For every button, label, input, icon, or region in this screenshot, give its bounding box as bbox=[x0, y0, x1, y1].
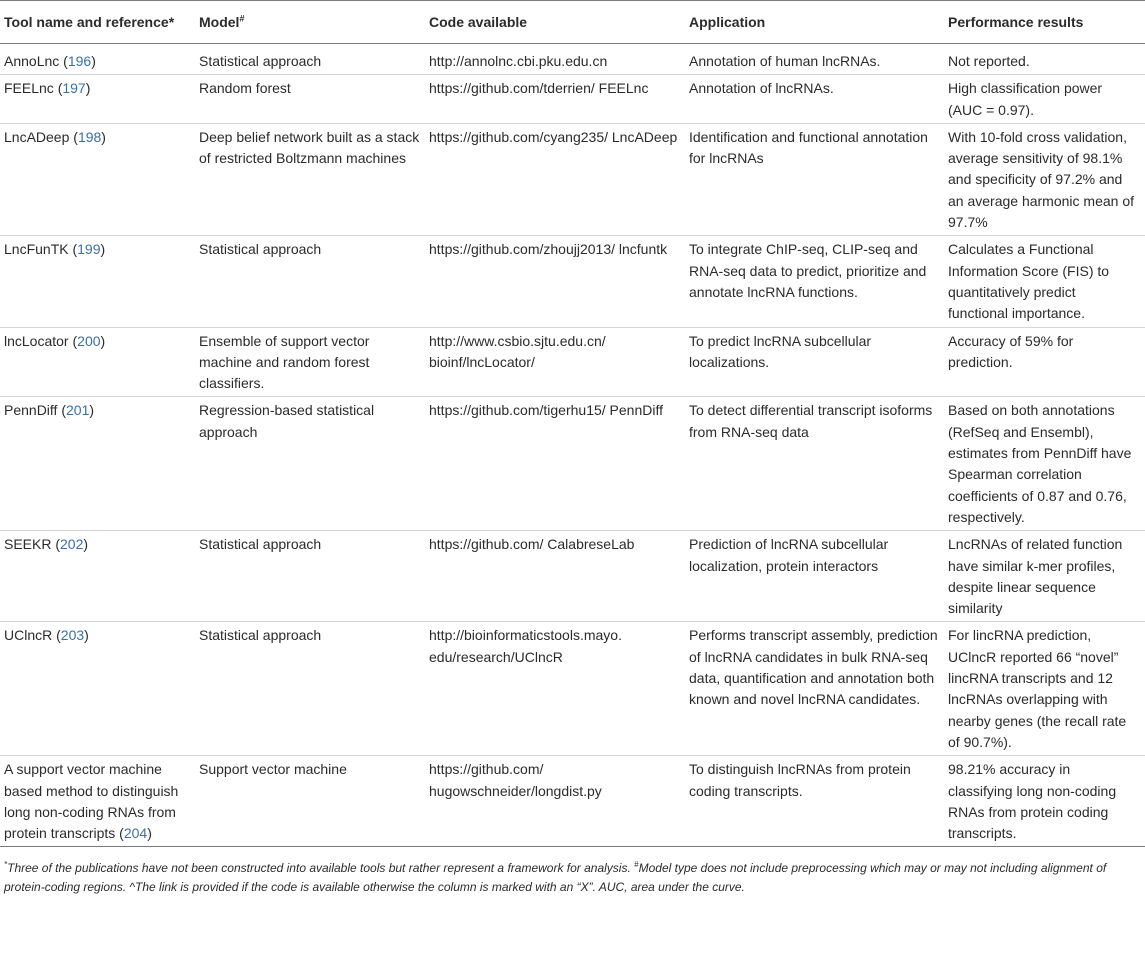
cell-code: https://github.com/zhoujj2013/ lncfuntk bbox=[429, 241, 668, 258]
table-row bbox=[0, 44, 1145, 75]
cell-tool: FEELnc (197) bbox=[4, 80, 91, 97]
cell-tool: A support vector machine based method to distinguish long non-coding RNAs from protein transcripts (204) bbox=[4, 761, 179, 842]
cell-tool: LncFunTK (199) bbox=[4, 241, 106, 258]
reference-link[interactable]: 199 bbox=[77, 241, 101, 258]
cell-performance: With 10-fold cross validation, average sensitivity of 98.1% and specificity of 97.2% and an average harmonic mean of 97.7% bbox=[948, 128, 1134, 231]
cell-model: Statistical approach bbox=[199, 241, 322, 258]
cell-model: Random forest bbox=[199, 80, 291, 97]
reference-link[interactable]: 200 bbox=[77, 332, 101, 349]
cell-tool: SEEKR (202) bbox=[4, 536, 89, 553]
cell-application: To detect differential transcript isoforms from RNA-seq data bbox=[689, 402, 933, 440]
cell-code: https://github.com/ CalabreseLab bbox=[429, 536, 635, 553]
cell-code: https://github.com/ hugowschneider/longdist.py bbox=[429, 761, 602, 799]
header-row bbox=[0, 1, 1145, 44]
cell-model: Statistical approach bbox=[199, 627, 322, 644]
cell-code: https://github.com/tigerhu15/ PennDiff bbox=[429, 402, 663, 419]
cell-tool: lncLocator (200) bbox=[4, 332, 106, 349]
table-footnote: *Three of the publications have not been constructed into available tools but rather represent a framework for analysis. #Model type does not include preprocessing which may or may not including alignment of protein-coding regions. ^The link is provided if the code is available otherwise the column is marked with an “X”. AUC, area under the curve. bbox=[4, 860, 1107, 895]
cell-code: https://github.com/cyang235/ LncADeep bbox=[429, 128, 678, 145]
reference-link[interactable]: 197 bbox=[62, 80, 86, 97]
reference-link[interactable]: 201 bbox=[66, 402, 90, 419]
cell-model: Support vector machine bbox=[199, 761, 347, 778]
table-header bbox=[0, 1, 1145, 44]
cell-performance: Based on both annotations (RefSeq and Ensembl), estimates from PennDiff have Spearman correlation coefficients of 0.87 and 0.76, respectively. bbox=[948, 402, 1132, 525]
cell-tool: AnnoLnc (196) bbox=[4, 53, 96, 69]
cell-application: To distinguish lncRNAs from protein coding transcripts. bbox=[689, 761, 911, 799]
cell-performance: 98.21% accuracy in classifying long non-coding RNAs from protein coding transcripts. bbox=[948, 761, 1117, 842]
cell-performance: For lincRNA prediction, UClncR reported 66 “novel” lincRNA transcripts and 12 lncRNAs overlapping with nearby genes (the recall rate of 90.7%). bbox=[948, 627, 1127, 750]
cell-performance: High classification power (AUC = 0.97). bbox=[948, 80, 1103, 118]
table-row bbox=[0, 622, 1145, 756]
header-tool: Tool name and reference* bbox=[4, 14, 175, 30]
cell-application: Performs transcript assembly, prediction of lncRNA candidates in bulk RNA-seq data, quantification and annotation both known and novel lncRNA candidates. bbox=[689, 627, 938, 708]
reference-link[interactable]: 198 bbox=[77, 128, 102, 145]
cell-code: http://bioinformaticstools.mayo. edu/research/UClncR bbox=[429, 627, 622, 665]
header-model: Model# bbox=[199, 13, 245, 30]
cell-application: Prediction of lncRNA subcellular localization, protein interactors bbox=[689, 536, 889, 574]
table-row bbox=[0, 327, 1145, 397]
cell-performance: Calculates a Functional Information Score (FIS) to quantitatively predict functional importance. bbox=[948, 241, 1110, 322]
cell-model: Statistical approach bbox=[199, 53, 322, 69]
header-performance: Performance results bbox=[948, 14, 1084, 30]
cell-performance: Not reported. bbox=[948, 53, 1030, 69]
reference-link[interactable]: 196 bbox=[67, 53, 92, 69]
table-row bbox=[0, 531, 1145, 622]
cell-code: http://www.csbio.sjtu.edu.cn/ bioinf/lncLocator/ bbox=[429, 332, 606, 370]
cell-application: Identification and functional annotation for lncRNAs bbox=[689, 128, 928, 167]
cell-application: To predict lncRNA subcellular localizations. bbox=[689, 332, 872, 370]
cell-application: Annotation of human lncRNAs. bbox=[689, 53, 881, 69]
reference-link[interactable]: 204 bbox=[123, 825, 148, 842]
table-row bbox=[0, 123, 1145, 235]
cell-code: http://annolnc.cbi.pku.edu.cn bbox=[429, 53, 608, 69]
table-row bbox=[0, 75, 1145, 124]
table-row bbox=[0, 397, 1145, 531]
table-row bbox=[0, 236, 1145, 327]
table-body bbox=[0, 44, 1145, 847]
cell-application: Annotation of lncRNAs. bbox=[689, 80, 834, 97]
cell-tool: LncADeep (198) bbox=[4, 128, 106, 145]
cell-performance: Accuracy of 59% for prediction. bbox=[948, 332, 1074, 370]
table-row bbox=[0, 756, 1145, 847]
cell-tool: UClncR (203) bbox=[4, 627, 89, 644]
header-application: Application bbox=[689, 14, 766, 30]
reference-link[interactable]: 203 bbox=[60, 627, 85, 644]
header-code: Code available bbox=[429, 14, 528, 30]
cell-tool: PennDiff (201) bbox=[4, 402, 95, 419]
cell-model: Regression-based statistical approach bbox=[199, 402, 375, 440]
reference-link[interactable]: 202 bbox=[60, 536, 84, 553]
cell-application: To integrate ChIP-seq, CLIP-seq and RNA-seq data to predict, prioritize and annotate lncRNA functions. bbox=[689, 241, 927, 300]
cell-model: Ensemble of support vector machine and random forest classifiers. bbox=[199, 332, 370, 392]
cell-model: Statistical approach bbox=[199, 536, 322, 553]
cell-model: Deep belief network built as a stack of restricted Boltzmann machines bbox=[199, 128, 420, 167]
cell-performance: LncRNAs of related function have similar k-mer profiles, despite linear sequence similarity bbox=[948, 536, 1123, 617]
cell-code: https://github.com/tderrien/ FEELnc bbox=[429, 80, 649, 97]
